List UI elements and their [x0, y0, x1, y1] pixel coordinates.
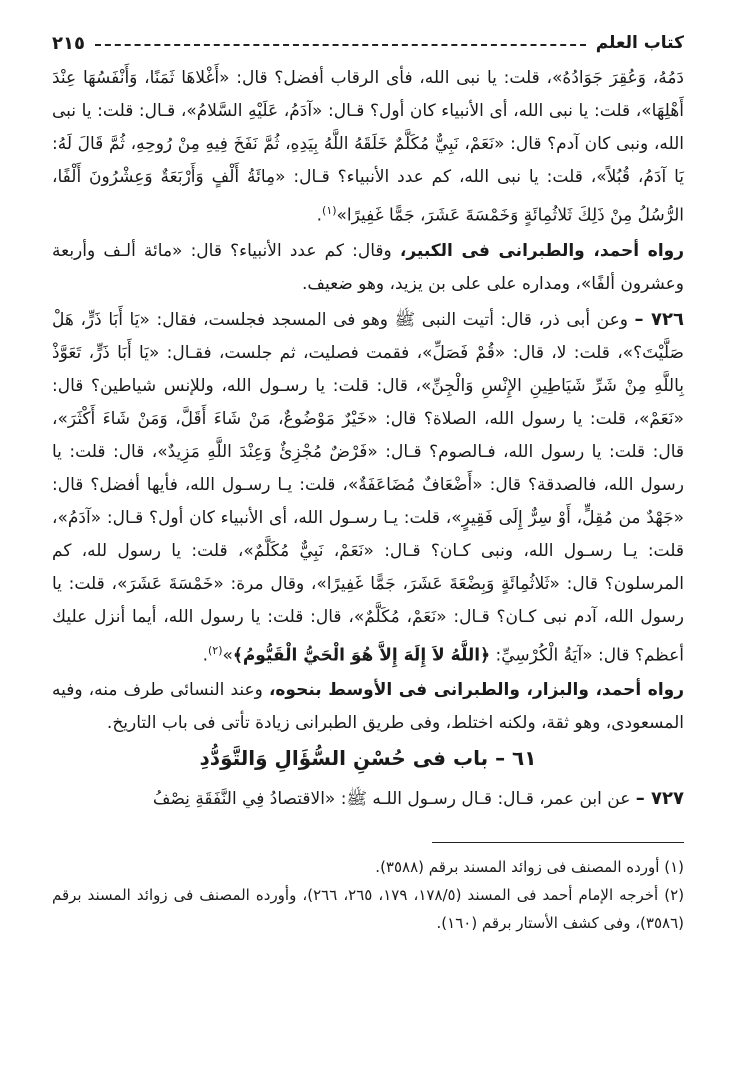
- hadith-727: [52, 782, 684, 816]
- footnote-2: (٢) أخرجه الإمام أحمد فى المسند (١٧٨/٥، ١٧٩، ٢٦٥، ٢٦٦)، وأورده المصنف فى زوائد المسند برقم (٣٥٨٦)، وفى كشف الأستار برقم (١٦٠).: [52, 886, 685, 933]
- footnote-separator: [432, 842, 684, 843]
- narrators-bold: رواه أحمد، والبزار، والطبرانى فى الأوسط بنحوه،: [268, 680, 685, 701]
- paragraph-hadith-continuation: دَمُهُ، وَعُقِرَ جَوَادُهُ»، قلت: يا نبى الله، فأى الرقاب أفضل؟ قال: «أَغْلاهَا ثَمَنًا، وَأَنْفَسُهَا عِنْدَ أَهْلِهَا»، قلت: يا نبى الله، أى الأنبياء كان أول؟ قـال: «آدَمُ، عَلَيْهِ السَّلامُ»، قـال: قلت: يا نبى الله، ونبى كان آدم؟ قال: «نَعَمْ، نَبِيٌّ مُكَلَّمٌ خَلَقَهُ اللَّهُ بِيَدِهِ، ثُمَّ نَفَخَ فِيهِ مِنْ رُوحِهِ، ثُمَّ قَالَ لَهُ: يَا آدَمُ، قُبُلاً»، قلت: يا نبى الله، كم عدد الأنبياء؟ قـال: «مِائَةُ أَلْفٍ وَأَرْبَعَةٌ وَعِشْرُونَ أَلْفًا، الرُّسُلُ مِنْ ذَلِكَ ثَلاثُمِائَةٍ وَخَمْسَةَ عَشَرَ، جَمًّا غَفِيرًا»$^{(١)}$.: [52, 68, 684, 226]
- book-title: كتاب العلم: [595, 33, 684, 53]
- footnote-ref: (٢): [207, 643, 223, 657]
- closing-quote: »: [222, 645, 233, 666]
- footnote-ref: (١): [322, 204, 337, 217]
- footnote-1: (١) أورده المصنف فى زوائد المسند برقم (٣٥٨٨).: [375, 858, 684, 877]
- chapter-title: ٦١ – باب فى حُسْنِ السُّؤَالِ وَالتَّوَدُّدِ: [199, 746, 537, 771]
- page-number: ٢١٥: [52, 32, 85, 54]
- page-header: [52, 30, 684, 56]
- header-rule: [95, 44, 586, 46]
- quran-verse: ﴿اللَّهُ لاَ إِلَهَ إِلاَّ هُوَ الْحَيُّ الْقَيُّومُ﴾: [232, 645, 491, 666]
- paragraph-text: دَمُهُ، وَعُقِرَ جَوَادُهُ»، قلت: يا نبى الله، فأى الرقاب أفضل؟ قال: «أَغْلاهَا ثَمَنًا، وَأَنْفَسُهَا عِنْدَ أَهْلِهَا»، قلت: يا نبى الله، أى الأنبياء كان أول؟ قـال: «آدَمُ، عَلَيْهِ السَّلامُ»، قـال: قلت: يا نبى الله، ونبى كان آدم؟ قال: «نَعَمْ، نَبِيٌّ مُكَلَّمٌ خَلَقَهُ اللَّهُ بِيَدِهِ، ثُمَّ نَفَخَ فِيهِ مِنْ رُوحِهِ، ثُمَّ قَالَ لَهُ: يَا آدَمُ، قُبُلاً»، قلت: يا نبى الله، كم عدد الأنبياء؟ قـال: «مِائَةُ أَلْفٍ وَأَرْبَعَةٌ وَعِشْرُونَ أَلْفًا، الرُّسُلُ مِنْ ذَلِكَ ثَلاثُمِائَةٍ وَخَمْسَةَ عَشَرَ، جَمًّا غَفِيرًا»: [52, 68, 684, 226]
- hadith-726: ٧٢٦ – وعن أبى ذر، قال: أتيت النبى ﷺ وهو فى المسجد فجلست، فقال: «يَا أَبَا ذَرٍّ، هَلْ صَلَّيْتَ؟»، قلت: لا، قال: «قُمْ فَصَلِّ»، فقمت فصليت، ثم جلست، فقـال: «يَا أَبَا ذَرٍّ، تَعَوَّذْ بِاللَّهِ مِنْ شَرِّ شَيَاطِينِ الإِنْسِ وَالْجِنِّ»، قال: قلت: يا رسـول الله، وللإنس شياطين؟ قال: «نَعَمْ»، قلت: يا رسول الله، الصلاة؟ قال: «خَيْرٌ مَوْضُوعٌ، مَنْ شَاءَ أَقَلَّ، وَمَنْ شَاءَ أَكْثَرَ»، قال: قلت: يا رسول الله، فـالصوم؟ قـال: «فَرْضٌ مُجْزِئٌ وَعِنْدَ اللَّهِ مَزِيدٌ»، قال: قلت: يا رسول الله، فالصدقة؟ قال: «أَضْعَافٌ مُضَاعَفَةٌ»، قلت: يـا رسـول الله، فأيها أفضل؟ قال: «جَهْدٌ من مُقِلٍّ، أَوْ سِرٌّ إِلَى فَقِيرٍ»، قلت: يـا رسـول الله، أى الأنبياء كان أول؟ قـال: «آدَمُ»، قلت: يـا رسـول الله، ونبى كـان؟ قـال: «نَعَمْ، نَبِيٌّ مُكَلَّمٌ»، قلت: يا رسول لله، كم المرسلون؟ قال: «ثَلاثُمِائَةٍ وَبِضْعَةَ عَشَرَ، جَمًّا غَفِيرًا»، وقال مرة: «خَمْسَةَ عَشَرَ»، قلت: يا رسول الله، آدم نبى كـان؟ قـال: «نَعَمْ، مُكَلَّمٌ»، قال: قلت: يا رسول الله، أيما أنزل عليك أعظم؟ قال: «آيَةُ الْكُرْسِيِّ: ﴿اللَّهُ لاَ إِلَهَ إِلاَّ هُوَ الْحَيُّ الْقَيُّومُ﴾»$^{(٢)}$.: [52, 308, 684, 666]
- narrators-bold: رواه أحمد، والطبرانى فى الكبير،: [399, 240, 684, 261]
- paragraph-narration-note: [52, 674, 684, 740]
- hadith-number: ٧٢٧ –: [635, 788, 684, 810]
- hadith-number: ٧٢٦ –: [634, 308, 684, 330]
- paragraph-text: عن ابن عمر، قـال: قـال رسـول اللـه ﷺ: «الاقتصادُ فِي النَّفَقَةِ نِصْفُ: [152, 789, 636, 810]
- paragraph-narration-note: [52, 235, 684, 301]
- paragraph-text: وعند النسائى طرف منه، وفيه المسعودى، وهو ثقة، ولكنه اختلط، وفى طريق الطبرانى زيادة تأتى فى باب التاريخ.: [52, 680, 684, 734]
- paragraph-text: وعن أبى ذر، قال: أتيت النبى ﷺ وهو فى المسجد فجلست، فقال: «يَا أَبَا ذَرٍّ، هَلْ صَلَّيْتَ؟»، قلت: لا، قال: «قُمْ فَصَلِّ»، فقمت فصليت، ثم جلست، فقـال: «يَا أَبَا ذَرٍّ، تَعَوَّذْ بِاللَّهِ مِنْ شَرِّ شَيَاطِينِ الإِنْسِ وَالْجِنِّ»، قال: قلت: يا رسـول الله، وللإنس شياطين؟ قال: «نَعَمْ»، قلت: يا رسول الله، الصلاة؟ قال: «خَيْرٌ مَوْضُوعٌ، مَنْ شَاءَ أَقَلَّ، وَمَنْ شَاءَ أَكْثَرَ»، قال: قلت: يا رسول الله، فـالصوم؟ قـال: «فَرْضٌ مُجْزِئٌ وَعِنْدَ اللَّهِ مَزِيدٌ»، قال: قلت: يا رسول الله، فالصدقة؟ قال: «أَضْعَافٌ مُضَاعَفَةٌ»، قلت: يـا رسـول الله، فأيها أفضل؟ قال: «جَهْدٌ من مُقِلٍّ، أَوْ سِرٌّ إِلَى فَقِيرٍ»، قلت: يـا رسـول الله، أى الأنبياء كان أول؟ قـال: «آدَمُ»، قلت: يـا رسـول الله، ونبى كـان؟ قـال: «نَعَمْ، نَبِيٌّ مُكَلَّمٌ»، قلت: يا رسول لله، كم المرسلون؟ قال: «ثَلاثُمِائَةٍ وَبِضْعَةَ عَشَرَ، جَمًّا غَفِيرًا»، وقال مرة: «خَمْسَةَ عَشَرَ»، قلت: يا رسول الله، آدم نبى كـان؟ قـال: «نَعَمْ، مُكَلَّمٌ»، قال: قلت: يا رسول الله، أيما أنزل عليك أعظم؟ قال: «آيَةُ الْكُرْسِيِّ:: [52, 309, 684, 666]
- paragraph-text: وقال: كم عدد الأنبياء؟ قال: «مائة ألـف وأربعة وعشرون ألفًا»، ومداره على على بن يزيد، وهو ضعيف.: [52, 240, 684, 294]
